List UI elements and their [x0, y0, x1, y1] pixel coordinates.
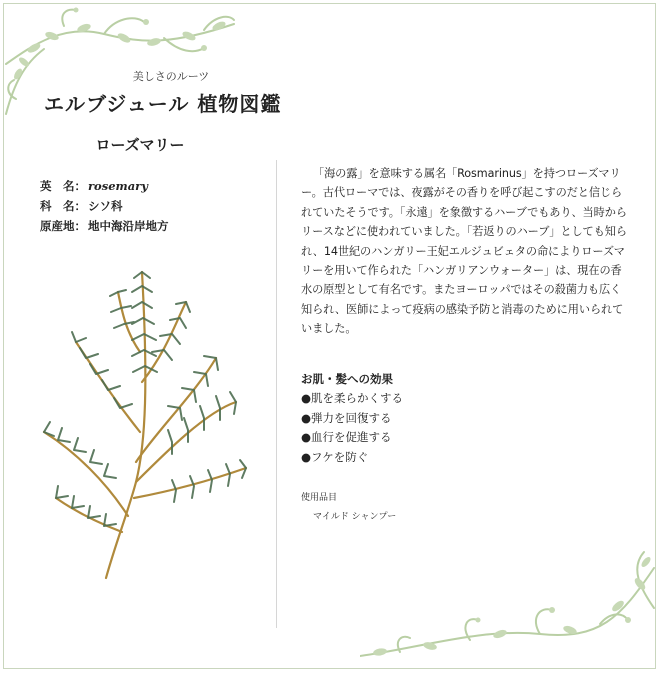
effect-item: ●フケを防ぐ: [301, 449, 369, 464]
fact-row-english-name: [40, 178, 169, 198]
header-subtitle: 美しさのルーツ: [132, 70, 210, 83]
effect-item: ●血行を促進する: [301, 430, 392, 444]
plant-name: ローズマリー: [95, 136, 185, 154]
product-item: マイルド シャンプー: [313, 512, 397, 522]
fact-label: 原産地：: [40, 219, 86, 233]
plant-facts: [40, 178, 169, 238]
products-section: [301, 490, 396, 522]
fact-label: 科 名：: [40, 199, 86, 213]
floral-vine-bottom-right-ornament: [360, 548, 656, 668]
effects-section: [301, 371, 501, 468]
rosemary-illustration: [36, 262, 256, 582]
fact-value: シソ科: [88, 199, 123, 213]
page-title: エルブジュール 植物図鑑: [44, 92, 282, 116]
column-divider: [276, 160, 277, 628]
fact-value: 地中海沿岸地方: [88, 219, 169, 233]
effects-title: お肌・髪への効果: [301, 372, 393, 386]
products-title: 使用品目: [301, 493, 338, 503]
fact-value: rosemary: [88, 179, 148, 193]
fact-label: 英 名：: [40, 179, 86, 193]
effect-item: ●肌を柔らかくする: [301, 391, 404, 405]
plant-description: 「海の露」を意味する属名「Rosmarinus」を持つローズマリー。古代ローマでは、夜露がその香りを呼び起こすのだと信じられていたそうです。「永遠」を象徴するハーブでもあり、当時からリースなどに使われていました。「若返りのハーブ」としても知られ、14世紀のハンガリー王妃エルジュビェタの命によりローズマリーを用いて作られた「ハンガリアンウォーター」は、現在の香水の原型として有名です。またヨーロッパではその殺菌力も広く知られ、医師によって疫病の感染予防と消毒のために用いられていました。: [301, 167, 627, 336]
fact-row-origin: [40, 218, 169, 238]
effect-item: ●弾力を回復する: [301, 410, 392, 425]
fact-row-family: [40, 198, 169, 218]
